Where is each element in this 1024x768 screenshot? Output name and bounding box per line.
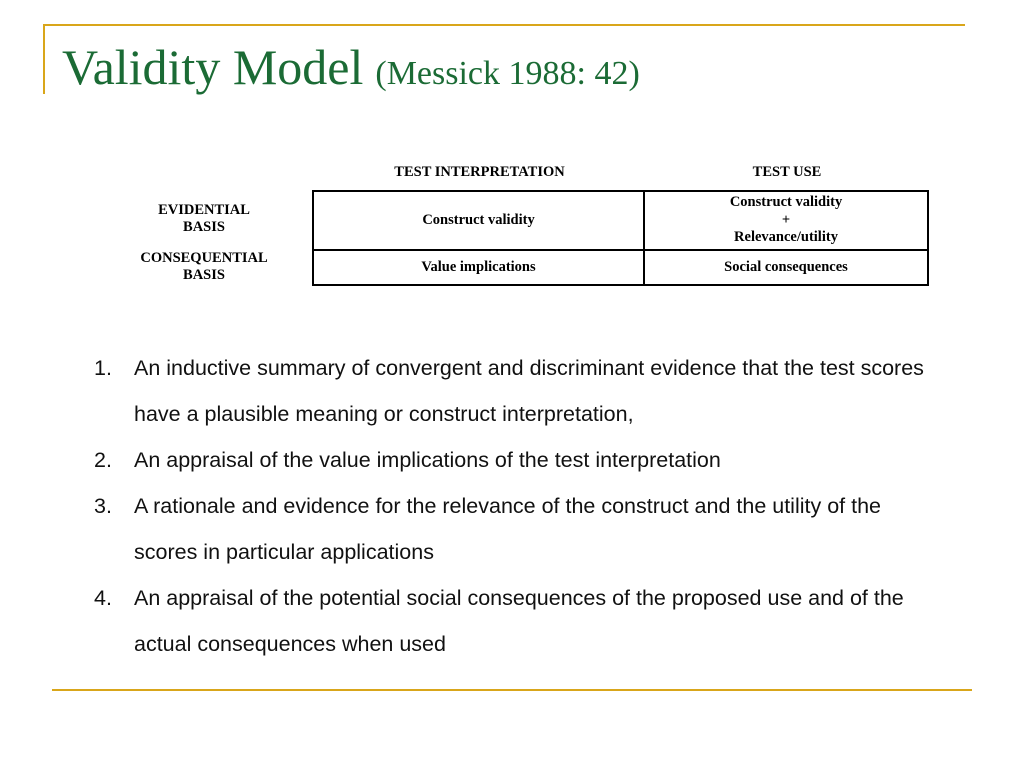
- top-rule: [43, 24, 965, 26]
- cell-consequential-interpretation: Value implications: [421, 258, 536, 275]
- cell-evidential-use: [645, 192, 927, 249]
- left-rule: [43, 24, 45, 94]
- list-item: [94, 575, 944, 667]
- slide-title: [62, 39, 640, 95]
- row-header-evidential-basis: [110, 202, 298, 236]
- row-header-line: CONSEQUENTIAL: [140, 250, 268, 266]
- cell-line: +: [781, 211, 791, 228]
- list-text: An appraisal of the value implications of the test interpretation: [134, 448, 721, 472]
- title-main: Validity Model: [62, 39, 364, 95]
- row-header-line: EVIDENTIAL: [158, 202, 250, 218]
- column-header-test-use: TEST USE: [752, 164, 822, 180]
- cell-line: Relevance/utility: [734, 229, 838, 246]
- row-header-line: BASIS: [183, 267, 225, 283]
- row-header-line: BASIS: [183, 219, 225, 235]
- cell-line: Construct validity: [729, 194, 843, 211]
- column-header-test-interpretation: TEST INTERPRETATION: [394, 164, 565, 180]
- list-number: 3.: [94, 494, 112, 518]
- list-text: An inductive summary of convergent and discriminant evidence that the test scores have a plausible meaning or construct interpretation,: [134, 356, 924, 426]
- cell-consequential-use: Social consequences: [724, 258, 848, 275]
- title-citation: (Messick 1988: 42): [375, 55, 640, 92]
- list-item: [94, 483, 944, 575]
- cell-evidential-interpretation: Construct validity: [422, 211, 535, 228]
- list-text: An appraisal of the potential social consequences of the proposed use and of the actual consequences when used: [134, 586, 904, 656]
- list-number: 2.: [94, 448, 112, 472]
- row-header-consequential-basis: [110, 250, 298, 284]
- list-item: [94, 345, 944, 437]
- matrix-grid: [312, 190, 929, 286]
- list-number: 1.: [94, 356, 112, 380]
- list-text: A rationale and evidence for the relevance of the construct and the utility of the scores in particular applications: [134, 494, 881, 564]
- numbered-list: [94, 345, 944, 667]
- bottom-rule: [52, 689, 972, 691]
- list-number: 4.: [94, 586, 112, 610]
- list-item: [94, 437, 944, 483]
